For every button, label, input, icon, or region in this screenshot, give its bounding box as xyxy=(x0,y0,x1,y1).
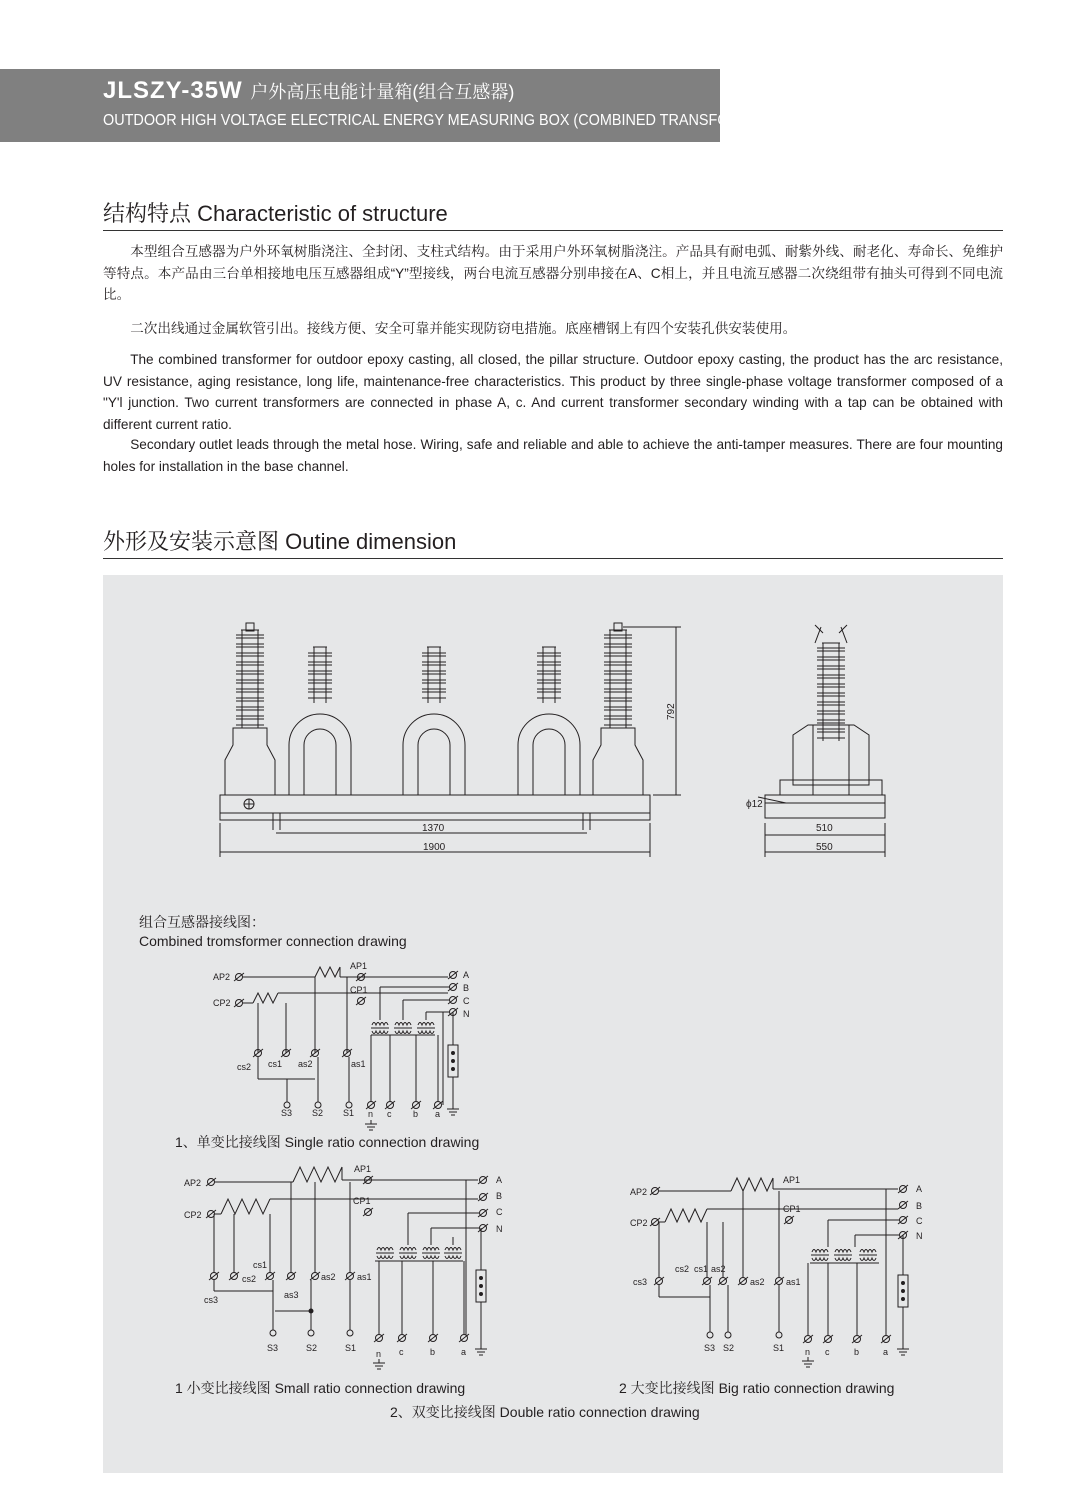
small-ratio-caption: 1 小变比接线图 Small ratio connection drawing xyxy=(175,1380,466,1396)
wiring-title-cn: 组合互感器接线图： xyxy=(139,914,265,930)
label-c: c xyxy=(387,1109,392,1119)
small-label-cs2: cs2 xyxy=(242,1274,257,1284)
label-b: b xyxy=(413,1109,419,1119)
small-label-B: B xyxy=(496,1191,503,1201)
big-label-cp2: CP2 xyxy=(630,1218,648,1228)
label-C: C xyxy=(463,996,470,1006)
structure-en-p1: The combined transformer for outdoor epoxy casting, all closed, the pillar structure. Outdoor epoxy casting, the product has the arc resistance, UV resistance, aging resistance, long life, maintenance-free characteristics. This product by three single-phase voltage transformer composed of a "Y'l junction. Two current transformers are connected in phase A, c. And current transformer secondary winding with a tap can be obtained with different current ratio. xyxy=(103,352,1003,432)
small-label-N: N xyxy=(496,1224,503,1234)
small-label-C: C xyxy=(496,1207,503,1217)
big-label-S3: S3 xyxy=(704,1343,716,1353)
small-label-c: c xyxy=(399,1347,404,1357)
side-view xyxy=(746,625,885,857)
label-cs2: cs2 xyxy=(237,1062,252,1072)
big-label-ap2: AP2 xyxy=(630,1187,648,1197)
big-label-cs3: cs3 xyxy=(633,1277,648,1287)
structure-cn-p1: 本型组合互感器为户外环氧树脂浇注、全封闭、支柱式结构。由于采用户外环氧树脂浇注。产品具有耐电弧、耐紫外线、耐老化、寿命长、免维护等特点。本产品由三台单相接地电压互感器组成“Y”型接线，两台电流互感器分别串接在A、C相上，并且电流互感器二次绕组带有抽头可得到不同电流比。 xyxy=(103,244,1003,302)
big-label-B: B xyxy=(916,1201,923,1211)
single-ratio-diagram xyxy=(213,961,470,1130)
small-label-cp2: CP2 xyxy=(184,1210,202,1220)
label-S2: S2 xyxy=(312,1108,324,1118)
drawing-panel xyxy=(103,575,1003,1473)
small-label-as3: as3 xyxy=(284,1290,299,1300)
small-label-cp1: CP1 xyxy=(353,1196,371,1206)
label-S3: S3 xyxy=(281,1108,293,1118)
big-label-n: n xyxy=(805,1347,811,1357)
small-label-b: b xyxy=(430,1347,436,1357)
single-ratio-caption: 1、单变比接线图 Single ratio connection drawing xyxy=(175,1134,480,1150)
label-cp2: CP2 xyxy=(213,998,231,1008)
dim-792: 792 xyxy=(666,703,677,720)
label-n: n xyxy=(368,1109,374,1119)
double-ratio-caption: 2、双变比接线图 Double ratio connection drawing xyxy=(390,1404,700,1420)
big-label-a: a xyxy=(883,1347,889,1357)
title-cn: 户外高压电能计量箱(组合互感器) xyxy=(250,82,515,102)
label-B: B xyxy=(463,983,470,993)
model-title xyxy=(103,77,514,105)
label-cs1: cs1 xyxy=(268,1059,283,1069)
big-label-C: C xyxy=(916,1216,923,1226)
big-label-as2: as2 xyxy=(750,1277,765,1287)
outline-heading: 外形及安装示意图 Outine dimension xyxy=(103,528,1003,559)
structure-cn-p2: 二次出线通过金属软管引出。接线方便、安全可靠并能实现防窃电措施。底座槽钢上有四个安装孔供安装使用。 xyxy=(130,321,797,336)
small-label-S3: S3 xyxy=(267,1343,279,1353)
label-as2: as2 xyxy=(298,1059,313,1069)
header-banner xyxy=(0,69,776,142)
big-label-ap1: AP1 xyxy=(783,1175,801,1185)
dim-550: 550 xyxy=(816,842,833,853)
label-as1: as1 xyxy=(351,1059,366,1069)
small-label-ap1: AP1 xyxy=(354,1164,372,1174)
front-view xyxy=(220,623,681,857)
big-label-c: c xyxy=(825,1347,830,1357)
big-ratio-caption: 2 大变比接线图 Big ratio connection drawing xyxy=(619,1380,895,1396)
structure-heading: 结构特点 Characteristic of structure xyxy=(103,200,1003,231)
label-N: N xyxy=(463,1009,470,1019)
dim-phi12: ϕ12 xyxy=(746,799,763,810)
big-label-S2: S2 xyxy=(723,1343,735,1353)
small-label-a: a xyxy=(461,1347,467,1357)
dim-1900: 1900 xyxy=(423,842,446,853)
small-label-A: A xyxy=(496,1175,503,1185)
big-label-as1: as1 xyxy=(786,1277,801,1287)
dim-1370: 1370 xyxy=(422,823,445,834)
big-label-S1: S1 xyxy=(773,1343,785,1353)
small-label-cs3: cs3 xyxy=(204,1295,219,1305)
small-label-as2: as2 xyxy=(321,1272,336,1282)
model-number: JLSZY-35W xyxy=(103,77,243,104)
label-a: a xyxy=(435,1109,441,1119)
small-label-S1: S1 xyxy=(345,1343,357,1353)
structure-en-p2: Secondary outlet leads through the metal hose. Wiring, safe and reliable and able to achieve the anti-tamper measures. There are four mounting holes for installation in the base channel. xyxy=(103,437,1003,474)
wiring-title-en: Combined tromsformer connection drawing xyxy=(139,933,407,949)
small-label-n: n xyxy=(376,1349,382,1359)
drawing-canvas xyxy=(103,575,1003,1473)
big-ratio-diagram xyxy=(630,1175,923,1367)
big-label-N: N xyxy=(916,1231,923,1241)
big-label-cs2: cs2 xyxy=(675,1264,690,1274)
small-label-S2: S2 xyxy=(306,1343,318,1353)
big-label-A: A xyxy=(916,1184,923,1194)
label-A: A xyxy=(463,970,470,980)
small-ratio-diagram xyxy=(184,1164,503,1369)
big-label-cs1: cs1 xyxy=(694,1264,709,1274)
label-S1: S1 xyxy=(343,1108,355,1118)
small-label-ap2: AP2 xyxy=(184,1178,202,1188)
big-label-as2-top: as2 xyxy=(711,1264,726,1274)
label-cp1: CP1 xyxy=(350,985,368,995)
small-label-cs1: cs1 xyxy=(253,1260,268,1270)
title-en: OUTDOOR HIGH VOLTAGE ELECTRICAL ENERGY MEASURING BOX (COMBINED TRANSFORMER) xyxy=(103,112,776,129)
big-label-cp1: CP1 xyxy=(783,1204,801,1214)
big-label-b: b xyxy=(854,1347,860,1357)
dim-510: 510 xyxy=(816,823,833,834)
small-label-as1: as1 xyxy=(357,1272,372,1282)
label-ap1: AP1 xyxy=(350,961,368,971)
label-ap2: AP2 xyxy=(213,972,231,982)
